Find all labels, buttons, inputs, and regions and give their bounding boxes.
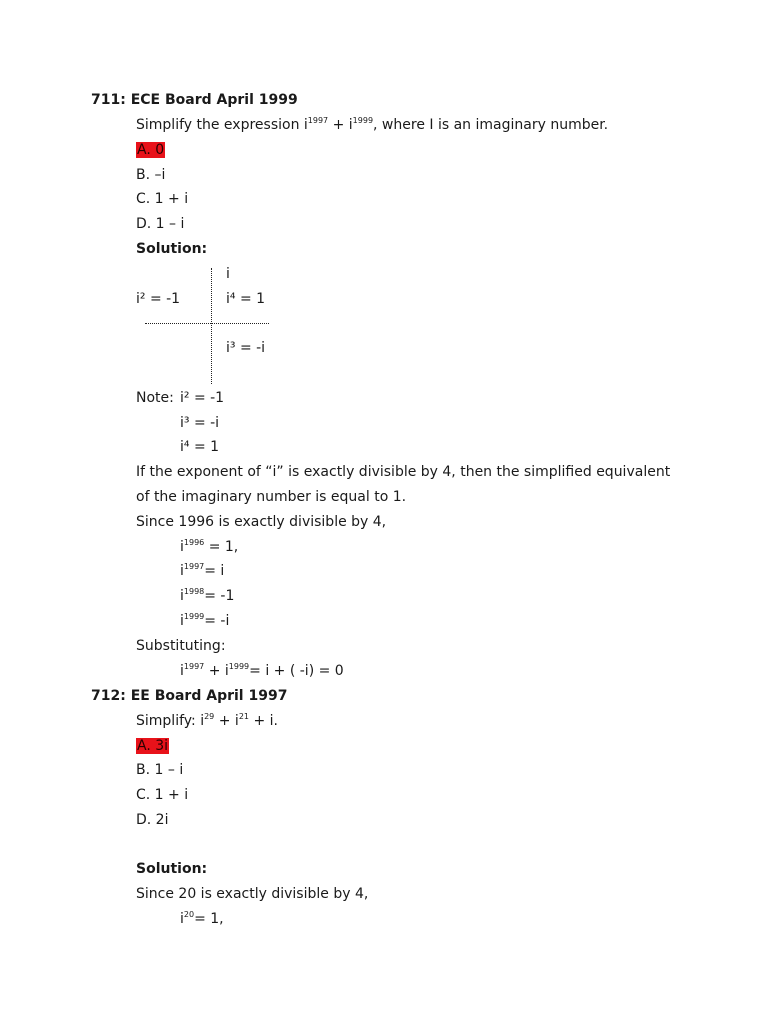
diagram-vertical-axis (211, 268, 212, 384)
choice-b: B. 1 – i (136, 762, 184, 778)
explanation-line: If the exponent of “i” is exactly divisible by 4, then the simplified equivalent (136, 464, 671, 480)
note-label: Note: (136, 390, 174, 406)
note-line: i⁴ = 1 (180, 439, 220, 455)
power-line: $i^{20}= 1$, (180, 910, 224, 927)
diagram-left-label: i² = -1 (136, 291, 181, 307)
problem-712-statement: Simplify: $i^{29} + i^{21} + i$. (136, 712, 278, 729)
explanation-line: Since 1996 is exactly divisible by 4, (136, 514, 387, 530)
explanation-line: of the imaginary number is equal to 1. (136, 489, 407, 505)
diagram-bottom-label: i³ = -i (226, 340, 266, 356)
power-line: $i^{1996} = 1$, (180, 538, 239, 555)
note-line: i³ = -i (180, 415, 220, 431)
choice-c: C. 1 + i (136, 191, 189, 207)
choice-a-correct: A. 0 (137, 142, 165, 158)
choice-b: B. –i (136, 167, 166, 183)
power-line: $i^{1998}= -1$ (180, 587, 235, 604)
solution-label: Solution: (136, 241, 208, 257)
power-line: $i^{1999}= -i$ (180, 612, 230, 629)
substitution-line: $i^{1997} + i^{1999}= i$ + ( -i) = 0 (180, 662, 344, 679)
choice-d: D. 1 – i (136, 216, 185, 232)
diagram-top-label: i (226, 266, 230, 282)
diagram-right-label: i⁴ = 1 (226, 291, 266, 307)
solution-label: Solution: (136, 861, 208, 877)
choice-a-correct: A. 3i (137, 738, 169, 754)
choice-d: D. 2i (136, 812, 169, 828)
note-line: i² = -1 (180, 390, 225, 406)
problem-711-statement: Simplify the expression $i^{1997} + i^{1999}$, where I is an imaginary number. (136, 116, 609, 133)
problem-712-header: 712: EE Board April 1997 (91, 688, 288, 704)
choice-c: C. 1 + i (136, 787, 189, 803)
substituting-label: Substituting: (136, 638, 226, 654)
problem-711-header: 711: ECE Board April 1999 (91, 92, 298, 108)
explanation-line: Since 20 is exactly divisible by 4, (136, 886, 369, 902)
diagram-horizontal-axis (145, 323, 269, 324)
power-line: $i^{1997}= i$ (180, 562, 225, 579)
